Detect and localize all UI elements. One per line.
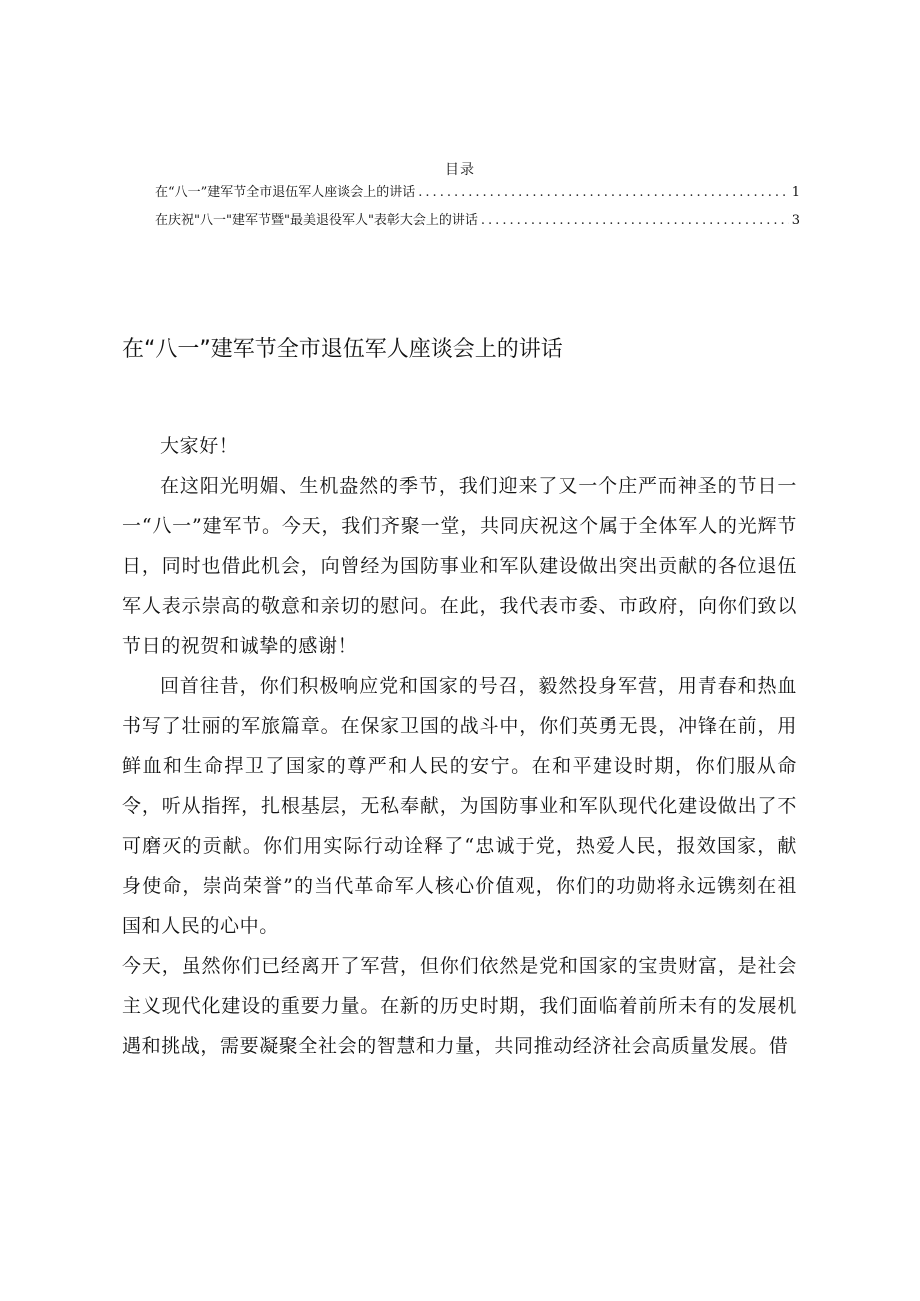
toc-entry-text: 在庆祝"八一"建军节暨"最美退役军人"表彰大会上的讲话 <box>155 213 478 228</box>
toc-title: 目录 <box>445 162 475 178</box>
toc-entry-page: 1 <box>791 185 800 200</box>
body-paragraph: 回首往昔，你们积极响应党和国家的号召，毅然投身军营，用青春和热血书写了壮丽的军旅篇章。在保家卫国的战斗中，你们英勇无畏，冲锋在前，用鲜血和生命捍卫了国家的尊严和人民的安宁。在和平建设时期，你们服从命令，听从指挥，扎根基层，无私奉献，为国防事业和军队现代化建设做出了不可磨灭的贡献。你们用实际行动诠释了“忠诚于党，热爱人民，报效国家，献身使命，崇尚荣誉”的当代革命军人核心价值观，你们的功勋将永远镌刻在祖国和人民的心中。 <box>122 675 797 937</box>
toc-entry[interactable] <box>155 183 800 203</box>
body-paragraph: 在这阳光明媚、生机盎然的季节，我们迎来了又一个庄严而神圣的节日一一“八一”建军节。今天，我们齐聚一堂，共同庆祝这个属于全体军人的光辉节日，同时也借此机会，向曾经为国防事业和军队建设做出突出贡献的各位退伍军人表示崇高的敬意和亲切的慰问。在此，我代表市委、市政府，向你们致以节日的祝贺和诚挚的感谢！ <box>122 475 797 657</box>
document-body <box>122 426 797 1066</box>
greeting-paragraph: 大家好！ <box>160 435 239 457</box>
toc-leader-dots <box>418 183 788 203</box>
toc-entry-page: 3 <box>791 213 800 228</box>
toc-entry-text: 在“八一”建军节全市退伍军人座谈会上的讲话 <box>155 185 416 200</box>
toc-entry[interactable] <box>155 211 800 231</box>
document-title: 在“八一”建军节全市退伍军人座谈会上的讲话 <box>122 336 563 362</box>
body-paragraph: 今天，虽然你们已经离开了军营，但你们依然是党和国家的宝贵财富，是社会主义现代化建设的重要力量。在新的历史时期，我们面临着前所未有的发展机遇和挑战，需要凝聚全社会的智慧和力量，共同推动经济社会高质量发展。借 <box>122 955 797 1057</box>
toc-leader-dots <box>481 211 789 231</box>
